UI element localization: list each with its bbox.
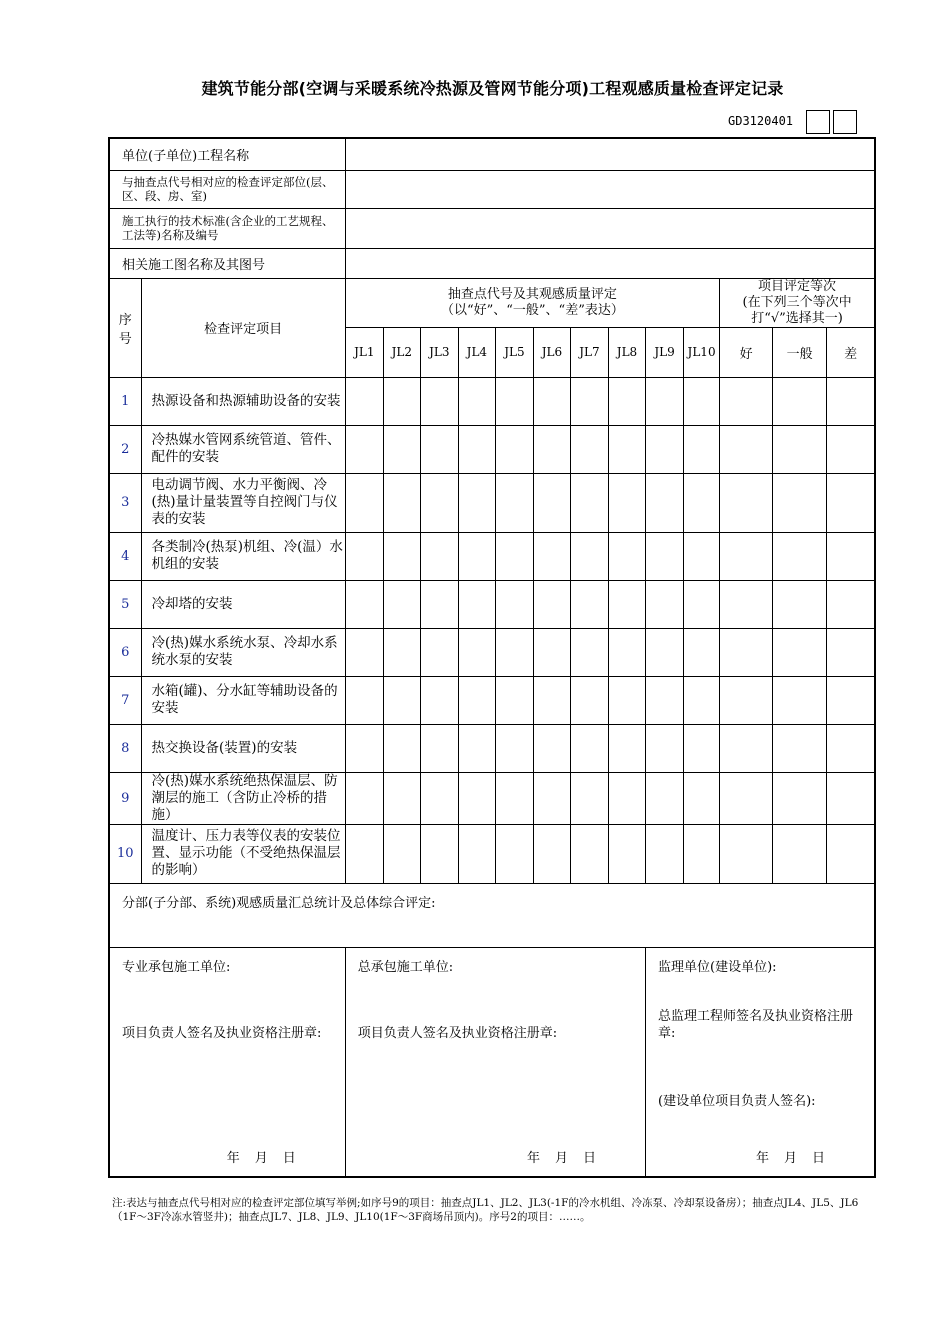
check-point-cell[interactable] bbox=[646, 532, 684, 580]
check-point-cell[interactable] bbox=[608, 425, 645, 473]
item-text: 热源设备和热源辅助设备的安装 bbox=[141, 377, 345, 425]
grade-cell[interactable] bbox=[773, 724, 827, 772]
check-point-cell[interactable] bbox=[495, 676, 533, 724]
check-point-cell[interactable] bbox=[570, 628, 608, 676]
check-point-cell[interactable] bbox=[495, 824, 533, 883]
check-point-cell[interactable] bbox=[420, 676, 458, 724]
grade-cell[interactable] bbox=[827, 377, 875, 425]
item-number: 3 bbox=[109, 473, 141, 532]
check-point-cell[interactable] bbox=[345, 425, 383, 473]
table-row bbox=[109, 676, 875, 724]
item-text: 温度计、压力表等仪表的安装位置、显示功能（不受绝热保温层的影响） bbox=[141, 824, 345, 883]
check-point-cell[interactable] bbox=[646, 676, 684, 724]
item-header: 检查评定项目 bbox=[141, 278, 345, 377]
check-point-cell[interactable] bbox=[495, 377, 533, 425]
check-point-cell[interactable] bbox=[458, 580, 495, 628]
check-point-cell[interactable] bbox=[495, 532, 533, 580]
check-point-cell[interactable] bbox=[533, 724, 570, 772]
check-point-cell[interactable] bbox=[646, 824, 684, 883]
item-number: 5 bbox=[109, 580, 141, 628]
item-number: 6 bbox=[109, 628, 141, 676]
check-point-cell[interactable] bbox=[533, 532, 570, 580]
check-point-cell[interactable] bbox=[383, 532, 420, 580]
grade-cell[interactable] bbox=[720, 532, 773, 580]
jl-header: JL10 bbox=[684, 327, 720, 377]
item-text: 冷热媒水管网系统管道、管件、配件的安装 bbox=[141, 425, 345, 473]
signature-extra-label: (建设单位项目负责人签名): bbox=[658, 1093, 816, 1109]
check-points-title: 抽查点代号及其观感质量评定 bbox=[447, 286, 617, 302]
item-text: 冷(热)媒水系统水泵、冷却水系统水泵的安装 bbox=[141, 628, 345, 676]
check-point-cell[interactable] bbox=[383, 580, 420, 628]
check-point-cell[interactable] bbox=[458, 377, 495, 425]
jl-header: JL5 bbox=[495, 327, 533, 377]
check-point-cell[interactable] bbox=[420, 628, 458, 676]
item-text: 冷却塔的安装 bbox=[141, 580, 345, 628]
grade-cell[interactable] bbox=[720, 377, 773, 425]
check-point-cell[interactable] bbox=[608, 532, 645, 580]
check-point-cell[interactable] bbox=[383, 377, 420, 425]
check-point-cell[interactable] bbox=[383, 473, 420, 532]
check-point-cell[interactable] bbox=[420, 532, 458, 580]
check-point-cell[interactable] bbox=[533, 772, 570, 824]
check-point-cell[interactable] bbox=[495, 425, 533, 473]
check-point-cell[interactable] bbox=[533, 628, 570, 676]
check-point-cell[interactable] bbox=[646, 772, 684, 824]
check-point-cell[interactable] bbox=[570, 676, 608, 724]
check-point-cell[interactable] bbox=[345, 532, 383, 580]
check-point-cell[interactable] bbox=[383, 676, 420, 724]
check-point-cell[interactable] bbox=[608, 676, 645, 724]
signature-unit-label: 监理单位(建设单位): bbox=[658, 959, 777, 975]
grade-cell[interactable] bbox=[720, 724, 773, 772]
jl-header: JL3 bbox=[420, 327, 458, 377]
signature-block-general-contractor[interactable] bbox=[345, 947, 645, 1177]
standard-field[interactable] bbox=[345, 208, 875, 248]
table-row bbox=[109, 425, 875, 473]
check-point-cell[interactable] bbox=[646, 425, 684, 473]
grade-cell[interactable] bbox=[720, 628, 773, 676]
check-point-cell[interactable] bbox=[383, 724, 420, 772]
check-point-cell[interactable] bbox=[570, 824, 608, 883]
inspection-table bbox=[108, 137, 876, 1178]
check-point-cell[interactable] bbox=[570, 532, 608, 580]
grade-cell[interactable] bbox=[773, 772, 827, 824]
check-point-cell[interactable] bbox=[533, 377, 570, 425]
check-point-cell[interactable] bbox=[383, 628, 420, 676]
grade-cell[interactable] bbox=[773, 676, 827, 724]
check-point-cell[interactable] bbox=[345, 628, 383, 676]
check-point-cell[interactable] bbox=[495, 772, 533, 824]
check-point-cell[interactable] bbox=[383, 425, 420, 473]
grade-cell[interactable] bbox=[773, 824, 827, 883]
check-point-cell[interactable] bbox=[458, 676, 495, 724]
jl-header: JL8 bbox=[608, 327, 645, 377]
grade-cell[interactable] bbox=[827, 628, 875, 676]
check-point-cell[interactable] bbox=[345, 676, 383, 724]
check-point-cell[interactable] bbox=[608, 628, 645, 676]
check-point-cell[interactable] bbox=[570, 772, 608, 824]
grade-cell[interactable] bbox=[773, 628, 827, 676]
check-points-subtitle: （以“好”、“一般”、“差”表达） bbox=[440, 302, 624, 318]
check-point-cell[interactable] bbox=[458, 473, 495, 532]
location-label: 与抽查点代号相对应的检查评定部位(层、区、段、房、室) bbox=[109, 170, 345, 208]
seq-header: 序号 bbox=[109, 278, 141, 377]
check-point-cell[interactable] bbox=[495, 628, 533, 676]
table-row bbox=[109, 628, 875, 676]
check-point-cell[interactable] bbox=[345, 377, 383, 425]
table-row bbox=[109, 532, 875, 580]
code-box-1[interactable] bbox=[806, 110, 830, 134]
item-text: 电动调节阀、水力平衡阀、冷(热)量计量装置等自控阀门与仪表的安装 bbox=[141, 473, 345, 532]
check-point-cell[interactable] bbox=[608, 473, 645, 532]
check-point-cell[interactable] bbox=[533, 824, 570, 883]
check-point-cell[interactable] bbox=[458, 724, 495, 772]
grade-title: 项目评定等次 bbox=[758, 278, 837, 294]
grade-header-2: 差 bbox=[827, 327, 875, 377]
grade-cell[interactable] bbox=[827, 772, 875, 824]
grade-header-0: 好 bbox=[720, 327, 773, 377]
check-point-cell[interactable] bbox=[646, 473, 684, 532]
form-title: 建筑节能分部(空调与采暖系统冷热源及管网节能分项)工程观感质量检查评定记录 bbox=[201, 79, 784, 98]
check-point-cell[interactable] bbox=[383, 824, 420, 883]
project-name-label: 单位(子单位)工程名称 bbox=[109, 138, 345, 170]
summary-cell[interactable] bbox=[109, 883, 875, 947]
drawing-label: 相关施工图名称及其图号 bbox=[109, 248, 345, 278]
grade-cell[interactable] bbox=[773, 532, 827, 580]
check-point-cell[interactable] bbox=[608, 724, 645, 772]
check-point-cell[interactable] bbox=[495, 724, 533, 772]
check-point-cell[interactable] bbox=[570, 580, 608, 628]
check-point-cell[interactable] bbox=[420, 724, 458, 772]
grade-cell[interactable] bbox=[827, 580, 875, 628]
check-point-cell[interactable] bbox=[684, 724, 720, 772]
grade-cell[interactable] bbox=[720, 425, 773, 473]
check-point-cell[interactable] bbox=[420, 425, 458, 473]
grade-cell[interactable] bbox=[827, 724, 875, 772]
check-point-cell[interactable] bbox=[570, 724, 608, 772]
check-points-header bbox=[345, 278, 719, 327]
item-number: 1 bbox=[109, 377, 141, 425]
check-point-cell[interactable] bbox=[383, 772, 420, 824]
check-point-cell[interactable] bbox=[345, 473, 383, 532]
item-text: 水箱(罐)、分水缸等辅助设备的安装 bbox=[141, 676, 345, 724]
table-row bbox=[109, 724, 875, 772]
check-point-cell[interactable] bbox=[495, 473, 533, 532]
item-number: 7 bbox=[109, 676, 141, 724]
check-point-cell[interactable] bbox=[533, 580, 570, 628]
grade-cell[interactable] bbox=[720, 676, 773, 724]
code-box-2[interactable] bbox=[833, 110, 857, 134]
standard-label: 施工执行的技术标准(含企业的工艺规程、工法等)名称及编号 bbox=[109, 208, 345, 248]
check-point-cell[interactable] bbox=[684, 532, 720, 580]
project-name-field[interactable] bbox=[345, 138, 875, 170]
check-point-cell[interactable] bbox=[458, 425, 495, 473]
grade-cell[interactable] bbox=[720, 824, 773, 883]
table-row bbox=[109, 473, 875, 532]
jl-header: JL9 bbox=[646, 327, 684, 377]
signature-date: 年 月 日 bbox=[527, 1151, 598, 1166]
check-point-cell[interactable] bbox=[570, 473, 608, 532]
grade-cell[interactable] bbox=[720, 580, 773, 628]
check-point-cell[interactable] bbox=[646, 377, 684, 425]
table-row bbox=[109, 824, 875, 883]
grade-cell[interactable] bbox=[773, 377, 827, 425]
signature-block-contractor[interactable] bbox=[109, 947, 345, 1177]
jl-header: JL1 bbox=[345, 327, 383, 377]
check-point-cell[interactable] bbox=[533, 676, 570, 724]
item-number: 4 bbox=[109, 532, 141, 580]
signature-sign-label: 项目负责人签名及执业资格注册章: bbox=[357, 1025, 558, 1041]
grade-cell[interactable] bbox=[720, 772, 773, 824]
check-point-cell[interactable] bbox=[345, 580, 383, 628]
summary-label: 分部(子分部、系统)观感质量汇总统计及总体综合评定: bbox=[122, 895, 436, 911]
check-point-cell[interactable] bbox=[345, 724, 383, 772]
check-point-cell[interactable] bbox=[684, 377, 720, 425]
check-point-cell[interactable] bbox=[495, 580, 533, 628]
grade-cell[interactable] bbox=[827, 425, 875, 473]
check-point-cell[interactable] bbox=[684, 824, 720, 883]
check-point-cell[interactable] bbox=[458, 772, 495, 824]
item-number: 9 bbox=[109, 772, 141, 824]
jl-header: JL6 bbox=[533, 327, 570, 377]
grade-instruction-2: 打“√”选择其一) bbox=[751, 310, 843, 326]
grade-header-1: 一般 bbox=[773, 327, 827, 377]
item-number: 8 bbox=[109, 724, 141, 772]
check-point-cell[interactable] bbox=[646, 580, 684, 628]
signature-sign-label: 项目负责人签名及执业资格注册章: bbox=[122, 1025, 322, 1041]
item-text: 冷(热)媒水系统绝热保温层、防潮层的施工（含防止冷桥的措施） bbox=[141, 772, 345, 824]
table-row bbox=[109, 580, 875, 628]
signature-date: 年 月 日 bbox=[226, 1151, 297, 1166]
check-point-cell[interactable] bbox=[420, 580, 458, 628]
grade-cell[interactable] bbox=[773, 425, 827, 473]
table-row bbox=[109, 377, 875, 425]
check-point-cell[interactable] bbox=[684, 425, 720, 473]
check-point-cell[interactable] bbox=[646, 628, 684, 676]
signature-block-supervisor[interactable] bbox=[646, 947, 875, 1177]
grade-cell[interactable] bbox=[773, 473, 827, 532]
check-point-cell[interactable] bbox=[420, 377, 458, 425]
item-number: 10 bbox=[109, 824, 141, 883]
check-point-cell[interactable] bbox=[684, 628, 720, 676]
grade-header bbox=[720, 278, 875, 327]
item-text: 热交换设备(装置)的安装 bbox=[141, 724, 345, 772]
grade-cell[interactable] bbox=[720, 473, 773, 532]
check-point-cell[interactable] bbox=[458, 824, 495, 883]
signature-date: 年 月 日 bbox=[755, 1151, 826, 1166]
grade-cell[interactable] bbox=[827, 473, 875, 532]
check-point-cell[interactable] bbox=[533, 473, 570, 532]
check-point-cell[interactable] bbox=[570, 425, 608, 473]
check-point-cell[interactable] bbox=[608, 772, 645, 824]
check-point-cell[interactable] bbox=[345, 772, 383, 824]
signature-sign-label: 总监理工程师签名及执业资格注册章: bbox=[658, 1008, 854, 1041]
item-number: 2 bbox=[109, 425, 141, 473]
grade-instruction-1: (在下列三个等次中 bbox=[742, 294, 852, 310]
check-point-cell[interactable] bbox=[608, 580, 645, 628]
table-row bbox=[109, 772, 875, 824]
grade-cell[interactable] bbox=[773, 580, 827, 628]
item-text: 各类制冷(热泵)机组、冷(温）水机组的安装 bbox=[141, 532, 345, 580]
grade-cell[interactable] bbox=[827, 532, 875, 580]
check-point-cell[interactable] bbox=[458, 532, 495, 580]
footnote: 注:表达与抽查点代号相对应的检查评定部位填写举例;如序号9的项目：抽查点JL1、JL2、JL3(-1F的冷水机组、冷冻泵、冷却泵设备房）；抽查点JL4、JL5、JL6（1F～3F冷冻水管竖井)；抽查点JL7、JL8、JL9、JL10(1F～3F商场吊顶内)。序号2的项目：……。 bbox=[112, 1197, 859, 1223]
check-point-cell[interactable] bbox=[608, 377, 645, 425]
jl-header: JL2 bbox=[383, 327, 420, 377]
grade-cell[interactable] bbox=[827, 676, 875, 724]
check-point-cell[interactable] bbox=[570, 377, 608, 425]
check-point-cell[interactable] bbox=[684, 580, 720, 628]
signature-unit-label: 总承包施工单位: bbox=[357, 959, 454, 975]
check-point-cell[interactable] bbox=[533, 425, 570, 473]
check-point-cell[interactable] bbox=[684, 676, 720, 724]
check-point-cell[interactable] bbox=[420, 824, 458, 883]
drawing-field[interactable] bbox=[345, 248, 875, 278]
grade-cell[interactable] bbox=[827, 824, 875, 883]
check-point-cell[interactable] bbox=[420, 772, 458, 824]
check-point-cell[interactable] bbox=[646, 724, 684, 772]
check-point-cell[interactable] bbox=[420, 473, 458, 532]
location-field[interactable] bbox=[345, 170, 875, 208]
check-point-cell[interactable] bbox=[345, 824, 383, 883]
form-code: GD3120401 bbox=[728, 114, 794, 128]
jl-header: JL4 bbox=[458, 327, 495, 377]
jl-header: JL7 bbox=[570, 327, 608, 377]
check-point-cell[interactable] bbox=[458, 628, 495, 676]
check-point-cell[interactable] bbox=[608, 824, 645, 883]
check-point-cell[interactable] bbox=[684, 473, 720, 532]
signature-unit-label: 专业承包施工单位: bbox=[122, 959, 231, 975]
check-point-cell[interactable] bbox=[684, 772, 720, 824]
